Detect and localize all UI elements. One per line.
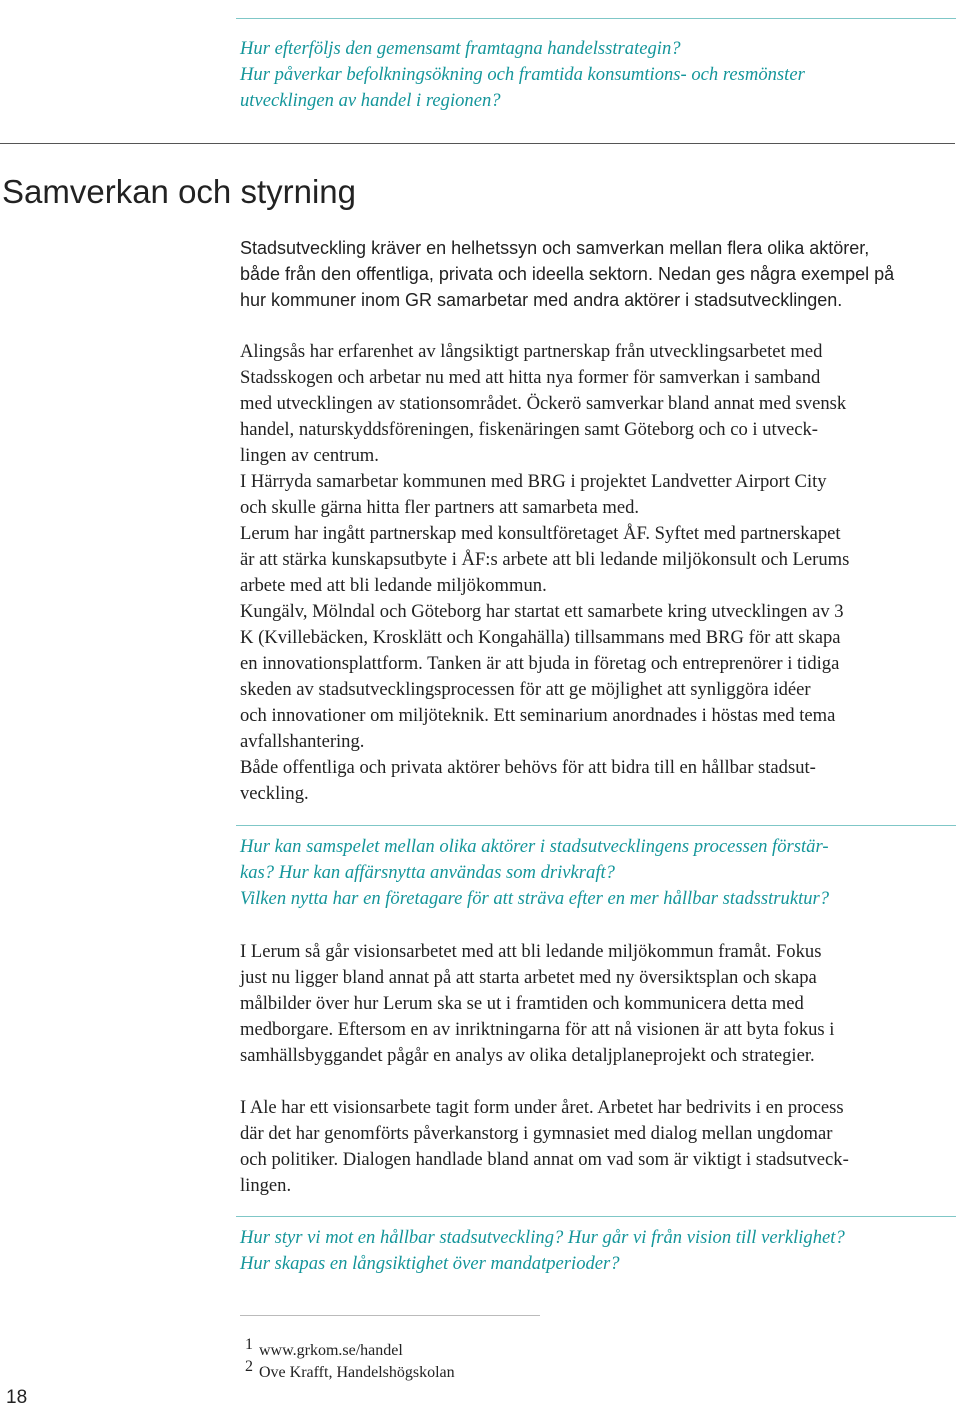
ale-paragraph — [240, 1095, 955, 1199]
question-box-bottom-rule — [236, 1216, 956, 1217]
text-line: målbilder över hur Lerum ska se ut i framtiden och kommunicera detta med — [240, 993, 804, 1014]
text-line: K (Kvillebäcken, Krosklätt och Kongahälla) tillsammans med BRG för att skapa — [240, 627, 841, 648]
text-line: I Lerum så går visionsarbetet med att bli ledande miljökommun framåt. Fokus — [240, 941, 822, 962]
text-line: där det har genomförts påverkanstorg i gymnasiet med dialog mellan ungdomar — [240, 1123, 833, 1144]
text-line: en innovationsplattform. Tanken är att bjuda in företag och entreprenörer i tidiga — [240, 653, 840, 674]
question-line: Hur påverkar befolkningsökning och framtida konsumtions- och resmönster — [240, 64, 805, 85]
footnote-text: Ove Krafft, Handelshögskolan — [259, 1364, 455, 1381]
question-line: Hur kan samspelet mellan olika aktörer i stadsutvecklingens processen förstär- — [240, 836, 829, 857]
text-line: avfallshantering. — [240, 731, 365, 752]
text-line: och innovationer om miljöteknik. Ett seminarium anordnades i höstas med tema — [240, 705, 836, 726]
text-line: lingen av centrum. — [240, 445, 379, 466]
text-line: just nu ligger bland annat på att starta arbetet med ny översiktsplan och skapa — [240, 967, 817, 988]
text-line: medborgare. Eftersom en av inriktningarna för att nå visionen är att byta fokus i — [240, 1019, 835, 1040]
question-block-top — [240, 36, 955, 114]
lerum-paragraph — [240, 939, 955, 1069]
text-line: samhällsbyggandet pågår en analys av olika detaljplaneprojekt och strategier. — [240, 1045, 815, 1066]
footnote-2 — [245, 1357, 455, 1383]
footnote-divider — [240, 1315, 540, 1316]
text-line: Både offentliga och privata aktörer behövs för att bidra till en hållbar stadsut- — [240, 757, 816, 778]
text-line: är att stärka kunskapsutbyte i ÅF:s arbete att bli ledande miljökonsult och Lerums — [240, 549, 850, 570]
text-line: hur kommuner inom GR samarbetar med andra aktörer i stadsutvecklingen. — [240, 290, 843, 310]
question-line: utvecklingen av handel i regionen? — [240, 90, 501, 111]
page-number: 18 — [6, 1387, 28, 1408]
text-line: Stadsutveckling kräver en helhetssyn och samverkan mellan flera olika aktörer, — [240, 238, 870, 258]
text-line: handel, naturskyddsföreningen, fiskenäringen samt Göteborg och co i utveck- — [240, 419, 818, 440]
intro-paragraph — [240, 235, 955, 313]
text-line: Alingsås har erfarenhet av långsiktigt partnerskap från utvecklingsarbetet med — [240, 341, 823, 362]
text-line: I Härryda samarbetar kommunen med BRG i projektet Landvetter Airport City — [240, 471, 827, 492]
section-title: Samverkan och styrning — [2, 173, 356, 210]
text-line: skeden av stadsutvecklingsprocessen för att ge möjlighet att synliggöra idéer — [240, 679, 811, 700]
main-paragraph — [240, 339, 955, 807]
question-block-mid — [240, 834, 955, 912]
text-line: både från den offentliga, privata och ideella sektorn. Nedan ges några exempel på — [240, 264, 895, 284]
text-line: I Ale har ett visionsarbete tagit form under året. Arbetet har bedrivits i en process — [240, 1097, 844, 1118]
footnote-number: 1 — [245, 1336, 253, 1353]
text-line: lingen. — [240, 1175, 292, 1196]
text-line: arbete med att bli ledande miljökommun. — [240, 575, 547, 596]
footnote-number: 2 — [245, 1358, 253, 1375]
text-line: Kungälv, Mölndal och Göteborg har startat ett samarbete kring utvecklingen av 3 — [240, 601, 844, 622]
text-line: veckling. — [240, 783, 309, 804]
question-box-top-rule — [236, 18, 956, 19]
question-line: Hur efterföljs den gemensamt framtagna handelsstrategin? — [240, 38, 681, 59]
question-line: Vilken nytta har en företagare för att sträva efter en mer hållbar stadsstruktur? — [240, 888, 830, 909]
question-block-bottom — [240, 1225, 955, 1277]
question-line: Hur skapas en långsiktighet över mandatperioder? — [240, 1253, 620, 1274]
footnote-text: www.grkom.se/handel — [259, 1342, 403, 1359]
text-line: och politiker. Dialogen handlade bland annat om vad som är viktigt i stadsutveck- — [240, 1149, 849, 1170]
section-divider — [0, 143, 955, 144]
question-box-mid-rule — [236, 825, 956, 826]
question-line: kas? Hur kan affärsnytta användas som drivkraft? — [240, 862, 615, 883]
text-line: och skulle gärna hitta fler partners att samarbeta med. — [240, 497, 640, 518]
question-line: Hur styr vi mot en hållbar stadsutveckling? Hur går vi från vision till verklighet? — [240, 1227, 845, 1248]
text-line: med utvecklingen av stationsområdet. Öckerö samverkar bland annat med svensk — [240, 393, 847, 414]
text-line: Lerum har ingått partnerskap med konsultföretaget ÅF. Syftet med partnerskapet — [240, 523, 841, 544]
text-line: Stadsskogen och arbetar nu med att hitta nya former för samverkan i samband — [240, 367, 821, 388]
